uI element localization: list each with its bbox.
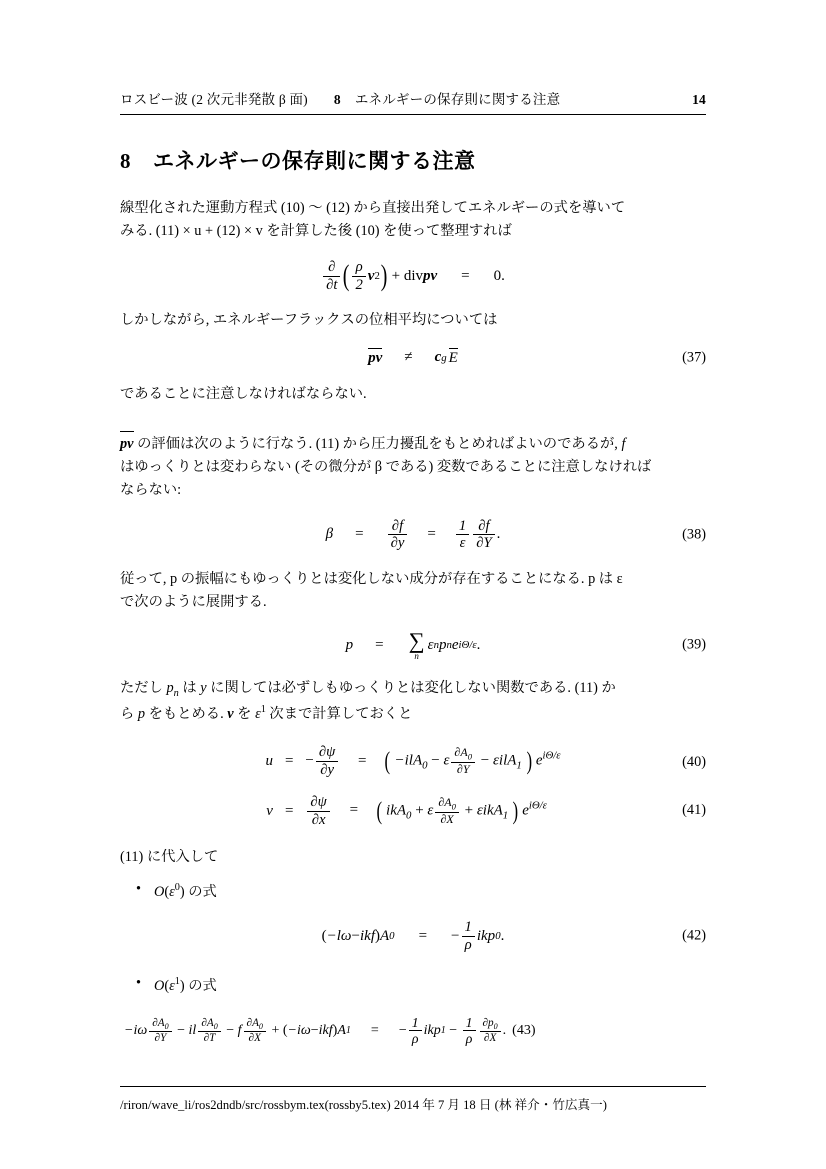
paragraph-1-line-2: みる. (11) × u + (12) × v を計算した後 (10) を使って整理すれば	[120, 223, 512, 240]
bullet-list-2	[120, 975, 706, 995]
paragraph-3	[120, 383, 706, 406]
paragraph-4-line-3: ならない:	[120, 481, 182, 498]
bullet-item-0-label: $O(\varepsilon^0)$ の式	[154, 882, 217, 901]
section-heading-title: エネルギーの保存則に関する注意	[153, 149, 476, 173]
paragraph-7-text: (11) に代入して	[120, 848, 219, 865]
page-content	[120, 88, 706, 1047]
equation-43-body: −iω $\frac{\partial A_0}{\partial Y}$ − il $\frac{\partial A_0}{\partial T}$ − f $\frac{\partial A_0}{\partial X}$ + ( −iω − ikf ) A 1 = − $\frac{1}{\rho}$ ikp 1 − $\frac{1}{\rho}$ $\frac{\partial p_0}{\partial X}$ . (43)	[124, 1015, 536, 1047]
bullet-item-1	[154, 975, 706, 995]
page-footer	[120, 1086, 706, 1113]
paragraph-1	[120, 197, 706, 243]
equation-38	[120, 518, 706, 552]
equation-39	[120, 630, 706, 661]
equation-39-body: p = ∑ n ε n p n e iΘ/ε .	[345, 628, 481, 661]
equation-37-number: (37)	[682, 349, 706, 366]
equation-41-rhs: $\frac{\partial\psi}{\partial x}$ = ( ikA$_0$ + ε $\frac{\partial A_0}{\partial X}$ + εikA$_1$ ) $e^{i\Theta/\varepsilon}$	[305, 794, 560, 828]
paragraph-4-line-1: pv の評価は次のように行なう. (11) から圧力擾乱をもとめればよいのであるが, f	[120, 436, 625, 452]
running-header-section-name: エネルギーの保存則に関する注意	[354, 92, 561, 107]
paragraph-6-line-2: ら p をもとめる. v を $\varepsilon^1$ 次まで計算しておくと	[120, 704, 413, 723]
paragraph-5	[120, 568, 706, 614]
paragraph-2	[120, 309, 706, 332]
paragraph-2-text: しかしながら, エネルギーフラックスの位相平均については	[120, 312, 498, 329]
paragraph-3-text: であることに注意しなければならない.	[120, 386, 367, 403]
paragraph-7	[120, 846, 706, 869]
equation-41-number: (41)	[682, 802, 706, 819]
equation-42-body: ( −lω − ikf ) A 0 = − $\frac{1}{\rho}$ ikp 0 .	[321, 919, 505, 953]
equation-38-body: β = $\frac{\partial f}{\partial y}$ = $\frac{1}{\varepsilon}$ $\frac{\partial f}{\partial Y}$ .	[325, 518, 501, 552]
running-header	[120, 88, 706, 115]
equation-42	[120, 919, 706, 953]
equation-40-number: (40)	[682, 754, 706, 771]
running-header-title: ロスビー波 (2 次元非発散 β 面)	[120, 92, 308, 107]
bullet-item-1-label: $O(\varepsilon^1)$ の式	[154, 976, 217, 995]
running-header-section-number: 8	[333, 92, 341, 107]
paragraph-1-line-1: 線型化された運動方程式 (10) ～ (12) から直接出発してエネルギーの式を導いて	[120, 200, 626, 216]
equation-energy	[120, 259, 706, 293]
paragraph-5-line-1: 従って, p の振幅にもゆっくりとは変化しない成分が存在することになる. p は ε	[120, 570, 623, 587]
equation-40-lhs: u	[265, 752, 273, 769]
paragraph-6-line-1: ただし $p_n$ は y に関しては必ずしもゆっくりとは変化しない関数である. (11) か	[120, 679, 616, 699]
equation-energy-body: $\frac{\partial}{\partial t}$ ( $\frac{\rho}{2}$ v 2 ) + div pv = 0.	[120, 259, 706, 293]
equation-38-number: (38)	[682, 526, 706, 543]
equation-37	[120, 348, 706, 367]
equation-42-number: (42)	[682, 927, 706, 944]
paragraph-4-line-2: はゆっくりとは変わらない (その微分が β である) 変数であることに注意しなければ	[120, 458, 652, 475]
equation-block-40-41	[120, 744, 706, 828]
section-heading	[120, 145, 706, 175]
paragraph-6	[120, 677, 706, 726]
bullet-list-1	[120, 881, 706, 901]
equations-40-41-aligned	[120, 744, 706, 828]
equation-37-body: pv ≠ c g E	[368, 349, 458, 367]
equation-40-rhs: − $\frac{\partial\psi}{\partial y}$ = ( −ilA$_0$ − ε $\frac{\partial A_0}{\partial Y}$ − εilA$_1$ ) $e^{i\Theta/\varepsilon}$	[305, 744, 561, 778]
section-heading-number: 8	[120, 149, 131, 173]
page-number: 14	[692, 92, 706, 107]
bullet-item-0	[154, 881, 706, 901]
paragraph-4	[120, 431, 706, 502]
paragraph-5-line-2: で次のように展開する.	[120, 594, 267, 611]
equation-41-relation: =	[284, 802, 294, 819]
equation-40-relation: =	[284, 752, 294, 769]
equation-43-number: (43)	[512, 1022, 536, 1038]
equation-41-lhs: v	[266, 802, 273, 819]
footer-text: /riron/wave_li/ros2dndb/src/rossbym.tex(rossby5.tex) 2014 年 7 月 18 日 (林 祥介・竹広真一)	[120, 1098, 607, 1112]
equation-43	[120, 1015, 706, 1047]
equation-39-number: (39)	[682, 636, 706, 653]
